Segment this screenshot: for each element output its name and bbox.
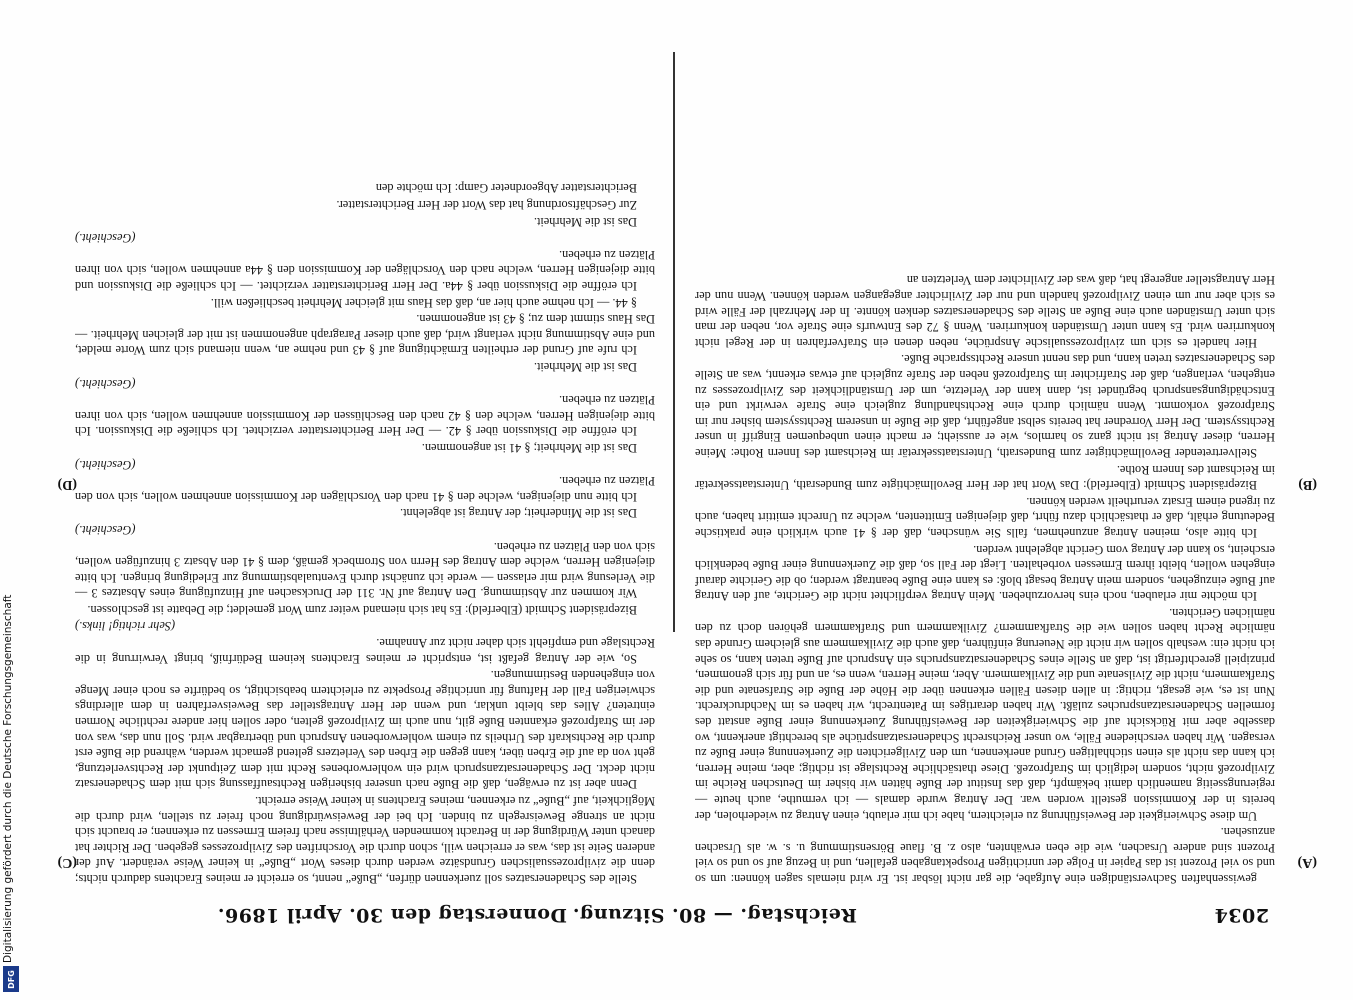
digitization-sidebar (0, 0, 26, 1000)
paragraph: (Sehr richtig! links.) (75, 619, 176, 634)
page-number: 2034 (1214, 904, 1269, 926)
paragraph: Stelle des Schadenersatzes soll zuerkennen dürfen, „Buße“ nennt, so erreicht er meines Erachtens dadurch nichts; denn die zivilprozessualischen Grundsätze werden durch dieses Wort „Buße“ in keiner Weise verändert. Auf der anderen Seite ist das, was er erreichen will, schon durch die Vorschriften des Zivilprozesses gegeben. Der Richter hat danach unter Würdigung der in Betracht kommenden Verhältnisse nach freiem Ermessen zu erkennen; er braucht sich nicht an strenge Beweisregeln zu binden. Ich bei der Beweiswürdigung noch freier zu stellen, wird durch die Möglichkeit, auf „Buße“ zu erkennen, meines Erachtens in keiner Weise erreicht. (75, 794, 655, 886)
paragraph: Ich rufe auf Grund der ertheilten Ermächtigung auf § 43 und nehme an, wenn niemand sich zum Worte meldet, und eine Abstimmung nicht verlangt wird, daß auch dieser Paragraph angenommen ist mit der gleichen Mehrheit. — Das Haus stimmt dem zu; § 43 ist angenommen. (75, 312, 655, 358)
paragraph: Zur Geschäftsordnung hat das Wort der Herr Berichterstatter. (336, 198, 637, 213)
page-title: Reichstag. — 80. Sitzung. (572, 904, 857, 926)
session-date: Donnerstag den 30. April 1896. (217, 904, 567, 926)
page-header (62, 892, 1287, 932)
digitization-note: Digitalisierung gefördert durch die Deutsche Forschungsgemeinschaft (2, 594, 14, 963)
paragraph: Berichterstatter Abgeordneter Gamp: Ich möchte den (375, 181, 637, 196)
paragraph: Ich bitte also, meinen Antrag anzunehmen, falls Sie wünschen, daß der § 41 auch wirklich eine praktische Bedeutung erhält, daß er thatsächlich dazu führt, daß diejenigen Emittenten, welche zu Unrecht emittirt haben, auch zu irgend einem Ersatz verurtheilt werden können. (695, 494, 1275, 540)
margin-letter-c: (C) (57, 855, 77, 870)
paragraph: Bizepräsident Schmidt (Elberfeld): Es hat sich niemand weiter zum Wort gemeldet; die Debatte ist geschlossen. (87, 602, 637, 617)
paragraph: Das ist die Mehrheit; § 41 ist angenommen. (421, 440, 637, 455)
paragraph: (Geschieht.) (75, 522, 136, 537)
margin-letter-b: (B) (1298, 477, 1317, 492)
paragraph: Das ist die Minderheit; der Antrag ist abgelehnt. (399, 506, 637, 521)
paragraph: Das ist die Mehrheit. (533, 360, 637, 374)
paragraph: So, wie der Antrag gefaßt ist, entspricht er meines Erachtens keinem Bedürfniß, bringt Verwirrung in die Rechtslage und empfiehlt sich daher nicht zur Annahme. (75, 636, 655, 666)
paragraph: Denn aber ist zu erwägen, daß die Buße nach unserer bisherigen Rechtsauffassung sich mit dem Schadenersatz nicht deckt. Der Schadenersatzanspruch wird ein wohlerworbenes Recht mit dem Zeitpunkt der Rechtsverletzung, geht von da auf die Erben über, kann gegen die Erben des Verletzers geltend gemacht werden, während die Buße erst durch die Rechtskraft des Urtheils zu einem wohlerworbenen Anspruch und übertragbar wird. Soll nun das, was von der im Strafprozeß erkannten Buße gilt, nun auch im Zivilprozeß gelten, oder sollen hier andere rechtliche Normen eintreten? Alles das bleibt unklar, und wenn der Herr Antragsteller das Beweisverfahren in dem allerdings schwierigen Fall der Haftung für unrichtige Prospekte zu erleichtern beabsichtigt, so bedürfte es noch einer Menge von eingehenden Bestimmungen. (75, 668, 655, 792)
paragraph: § 44. — Ich nehme auch hier an, daß das Haus mit gleicher Mehrheit beschließen will. (210, 295, 637, 310)
paragraph: Ich bitte nun diejenigen, welche den § 41 nach den Vorschlägen der Kommission annehmen wollen, sich von den Plätzen zu erheben. (75, 474, 655, 504)
paragraph: Ich möchte mir erlauben, noch eins hervorzuheben. Mein Antrag verpflichtet nicht die Gerichte, auf den Antrag auf Buße einzugehen, sondern mein Antrag besagt bloß: es kann eine Buße beantragt werden; ob die Gerichte darauf eingehen wollen, bleibt ihrem Ermessen vorbehalten. Liegt der Fall so, daß die Zuerkennung einer Buße bedenklich erscheint, so kann der Antrag vom Gericht abgelehnt werden. (695, 542, 1275, 604)
paragraph: Ich eröffne die Diskussion über § 44a. Der Herr Berichterstatter verzichtet. — Ich schließe die Diskussion und bitte diejenigen Herren, welche nach den Vorschlägen der Kommission den § 44a annehmen wollen, sich von ihren Plätzen zu erheben. (75, 247, 655, 294)
page-content-rotated (57, 52, 1317, 932)
paragraph: (Geschieht.) (75, 231, 136, 246)
paragraph: gewissenhaften Sachverständigen eine Aufgabe, die gar nicht lösbar ist. Er wird niemals sagen können: um so und so viel Prozent ist das Papier in Folge der unrichtigen Prospektangaben gefallen, und in Bezug auf so und so viel Prozent sind andere Ursachen, wie die eben erwähnten, also z. B. flaue Börsenstimmung u. s. w. als Ursachen anzusehen. (695, 825, 1275, 886)
column-divider (674, 52, 676, 632)
right-text-column (75, 52, 655, 886)
paragraph: Stellvertretender Bevollmächtigter zum Bundesrath, Unterstaatssekretär im Reichsamt des Innern Rothe: Meine Herren, dieser Antrag ist nicht ganz so harmlos, wie er aussieht; er macht einen unbequemen Eingriff in unser Rechtssystem. Der Herr Vorredner hat bereits selbst angeführt, daß die Buße in unserem Rechtssystem bisher nur im Strafprozeß vorkommt. Wenn nämlich durch eine Rechtshandlung zugleich eine Strafe verwirkt und ein Entschädigungsanspruch begründet ist, dann kann der Verletzte, um der Umständlichkeit des Zivilprozesses zu entgehen, verlangen, daß der Strafrichter im Strafprozeß neben der Strafe zugleich auf etwas erkennt, was an Stelle des Schadenersatzes treten kann, und das nennt unsere Rechtssprache Buße. (695, 352, 1275, 460)
margin-letter-d: (D) (57, 477, 77, 492)
paragraph: Um diese Schwierigkeit der Beweisführung zu erleichtern, habe ich mir erlaubt, einen Antrag zu wiederholen, der bereits in der Kommission gestellt worden war. Der Antrag wurde damals — ich vermuthe, auch heute — regierungsseitig namentlich damit bekämpft, daß das Institut der Buße hätten wir bisher im Deutschen Reiche im Zivilprozeß nicht, sondern lediglich im Strafprozeß. Diese thatsächliche Rechtslage ist richtig; aber, meine Herren, ich kann das nicht als einen stichhaltigen Grund anerkennen, um den Zivilgerichten die Zuerkennung einer Buße zu versagen. Wir haben verschiedene Fälle, wo unser Reichsrecht Schadenersatzansprüche als berechtigt anerkennt, wo dasselbe aber mit Rücksicht auf die Schwierigkeiten der Beweisführung Zuerkennung einer Buße anstatt des formellen Schadenersatzanspruches zuläßt. Wir haben derartiges im Patentrecht, wir haben es im Nachdruckrecht. Nun ist es, wie gesagt, richtig: in allen diesen Fällen erkennen über die Höhe der Buße die Strafsenate und die Strafkammern, nicht die Zivilsenate und die Zivilkammern. Aber, meine Herren, wenn es, an und für sich genommen, prinzipiell gerechtfertigt ist, daß an Stelle eines Schadenersatzanspruchs ein Anspruch auf Buße treten kann, so sehe ich nicht ein: weshalb sollen wir nicht die Neuerung einführen, daß auch die Zivilkammern aus gleichem Grunde das nämliche Recht haben sollen wie die Strafkammern? Zivilkammern und Strafkammern gehören doch zu den nämlichen Gerichten. (695, 605, 1275, 823)
paragraph: Ich eröffne die Diskussion über § 42. — Der Herr Berichterstatter verzichtet. Ich schließe die Diskussion. Ich bitte diejenigen Herren, welche den § 42 nach den Beschlüssen der Kommission annehmen wollen, sich von ihren Plätzen zu erheben. (75, 393, 655, 439)
paragraph: (Geschieht.) (75, 376, 136, 391)
paragraph: Bizepräsident Schmidt (Elberfeld): Das Wort hat der Herr Bevollmächtigte zum Bundesrath, Unterstaatssekretär im Reichsamt des Innern Rothe. (695, 462, 1275, 493)
margin-letter-a: (A) (1297, 855, 1317, 870)
left-text-column (695, 52, 1275, 886)
paragraph: Hier handelt es sich um zivilprozessualische Ansprüche, neben denen ein Strafverfahren in der Regel nicht konkurriren wird. Es kann unter Umständen konkurriren. Wenn § 72 des Entwurfs eine Strafe vor, neben der man sich unter Umständen auch eine Buße an Stelle des Schadenersatzes denken könnte. In der Mehrzahl der Fälle wird es sich aber nur um einen Zivilprozeß handeln und nur der Zivilrichter angegangen werden können. Wenn nun der Herr Antragsteller angeregt hat, daß was der Zivilrichter dem Verletzten an (695, 273, 1275, 350)
dfg-logo-text: DFG (6, 969, 16, 989)
paragraph: (Geschieht.) (75, 457, 136, 472)
paragraph: Das ist die Mehrheit. (533, 214, 637, 229)
dfg-logo (3, 966, 19, 992)
paragraph: Wir kommen zur Abstimmung. Den Antrag auf Nr. 311 der Drucksachen auf Hinzufügung eines Absatzes 3 — die Verlesung wird mir erlassen — werde ich zunächst durch Eventualabstimmung zur Erledigung bringen. Ich bitte diejenigen Herren, welche dem Antrag des Herrn von Strombeck gemäß, dem § 41 den Absatz 3 hinzufügen wollen, sich von den Plätzen zu erheben. (75, 539, 655, 601)
